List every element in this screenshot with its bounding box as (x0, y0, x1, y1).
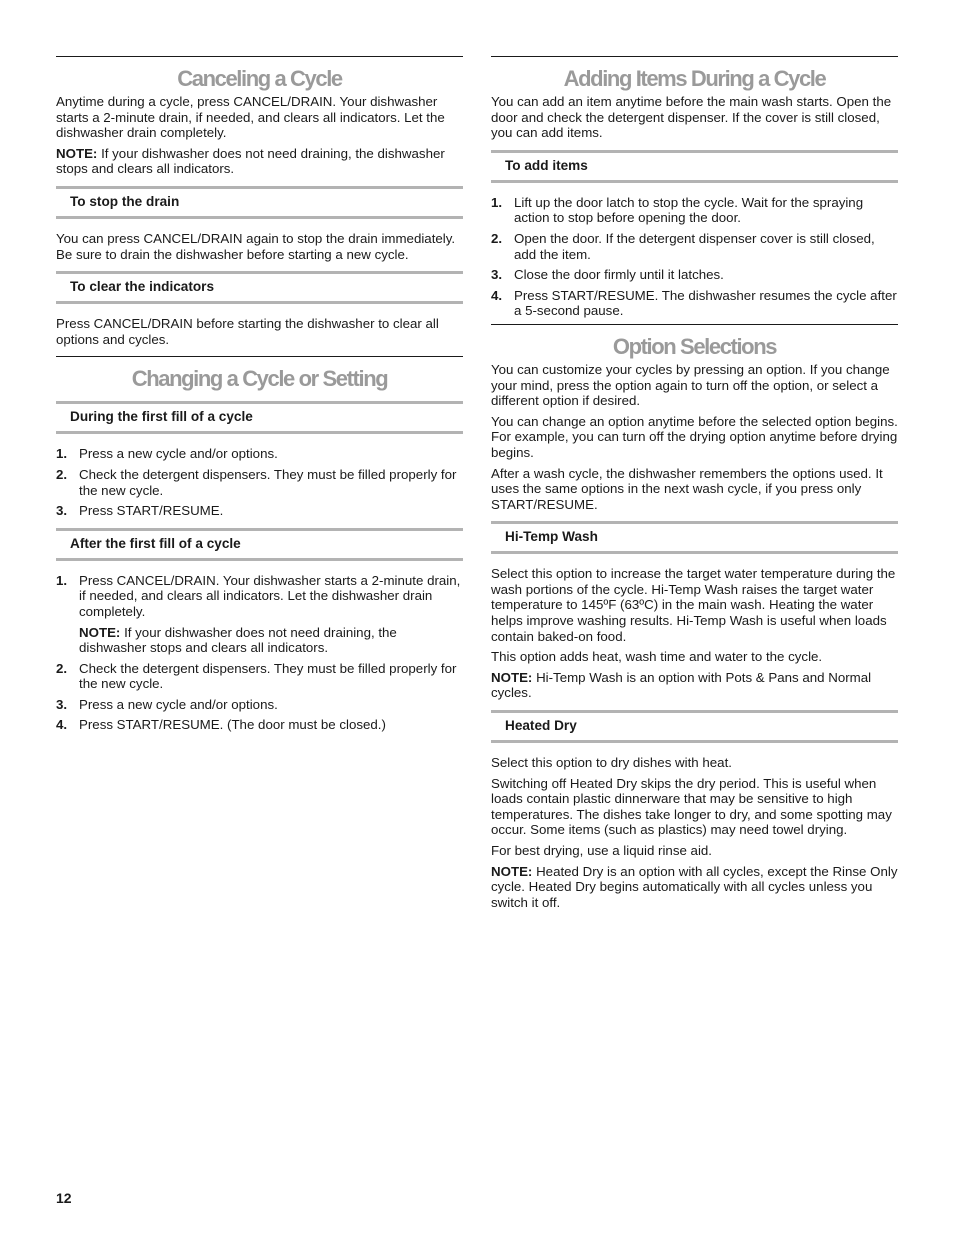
list-item (56, 717, 463, 733)
list-item (491, 195, 898, 226)
list-number: 4. (56, 717, 68, 733)
list-text: Check the detergent dispensers. They must be filled properly for the new cycle. (79, 466, 457, 498)
list-item (56, 697, 463, 713)
section-title: Canceling a Cycle (177, 66, 342, 91)
list-number: 4. (491, 287, 503, 303)
paragraph: You can customize your cycles by pressing an option. If you change your mind, press the option again to turn off the option, or select a different option if desired. (491, 361, 890, 409)
numbered-list (56, 573, 463, 733)
section-title: Option Selections (612, 333, 777, 359)
note-label: NOTE: (491, 669, 533, 685)
note-label: NOTE: (56, 145, 98, 161)
list-number: 1. (56, 446, 68, 462)
list-item (56, 503, 463, 519)
subheading: Hi-Temp Wash (491, 521, 898, 554)
list-number: 2. (56, 660, 68, 676)
list-text: Press a new cycle and/or options. (79, 446, 278, 462)
note-label: NOTE: (491, 863, 533, 879)
note (56, 146, 463, 177)
note (79, 625, 463, 656)
page-number: 12 (56, 1190, 72, 1206)
section-title: Changing a Cycle or Setting (131, 366, 388, 392)
list-item (56, 573, 463, 656)
changing-section (56, 366, 463, 733)
list-item (56, 661, 463, 692)
divider (491, 56, 898, 57)
adding-section (491, 66, 898, 319)
list-number: 1. (56, 572, 68, 588)
paragraph: After a wash cycle, the dishwasher remembers the options used. It uses the same options in the next wash cycle, if you press only START/RESUME. (491, 465, 883, 512)
note-text: If your dishwasher does not need draining, the dishwasher stops and clears all indicators. (79, 624, 397, 656)
divider (56, 56, 463, 57)
divider (56, 356, 463, 357)
note-label: NOTE: (79, 624, 121, 640)
canceling-section (56, 66, 463, 347)
numbered-list (491, 195, 898, 319)
right-column (491, 56, 898, 915)
list-number: 2. (491, 230, 503, 246)
list-number: 3. (491, 267, 503, 283)
subheading: To add items (491, 150, 898, 183)
list-number: 3. (56, 503, 68, 519)
list-item (491, 231, 898, 262)
paragraph: You can add an item anytime before the main wash starts. Open the door and check the detergent dispenser. If the cover is still closed, you can add items. (491, 94, 892, 141)
list-text: Press START/RESUME. (The door must be closed.) (79, 717, 386, 733)
list-item (56, 467, 463, 498)
paragraph: You can change an option anytime before the selected option begins. For example, you can turn off the drying option anytime before drying begins. (491, 413, 898, 460)
subheading: To clear the indicators (56, 271, 463, 304)
subheading: To stop the drain (56, 186, 463, 219)
paragraph: Select this option to increase the target water temperature during the wash portions of the cycle. Hi-Temp Wash raises the target water temperature to 145ºF (63ºC) in the main wash. Heating the water helps improve washing results. Hi-Temp Wash is useful when loads contain baked-on food. (491, 566, 896, 644)
list-text: Press START/RESUME. The dishwasher resumes the cycle after a 5-second pause. (514, 287, 897, 319)
note (491, 670, 898, 701)
paragraph: Switching off Heated Dry skips the dry period. This is useful when loads contain plastic dinnerware that may be sensitive to high temperatures. The dishes take longer to dry, and some spotting may occur. Some items (such as plastics) may need towel drying. (491, 775, 892, 838)
options-section (491, 334, 898, 910)
list-item (491, 288, 898, 319)
list-text: Check the detergent dispensers. They must be filled properly for the new cycle. (79, 660, 457, 692)
list-text: Press START/RESUME. (79, 503, 224, 519)
divider (491, 324, 898, 325)
list-item (56, 446, 463, 462)
list-text: Press a new cycle and/or options. (79, 696, 278, 712)
list-item (491, 267, 898, 283)
list-number: 1. (491, 194, 503, 210)
list-text: Close the door firmly until it latches. (514, 267, 724, 283)
list-text: Open the door. If the detergent dispenser cover is still closed, add the item. (514, 230, 875, 262)
note-text: Heated Dry is an option with all cycles, except the Rinse Only cycle. Heated Dry begins automatically with all cycles unless you switch it off. (491, 863, 898, 910)
paragraph: This option adds heat, wash time and water to the cycle. (491, 649, 823, 665)
paragraph: Press CANCEL/DRAIN before starting the dishwasher to clear all options and cycles. (56, 316, 439, 347)
paragraph: You can press CANCEL/DRAIN again to stop the drain immediately. Be sure to drain the dishwasher before starting a new cycle. (56, 230, 456, 262)
numbered-list (56, 446, 463, 518)
subheading: During the first fill of a cycle (56, 401, 463, 434)
paragraph: For best drying, use a liquid rinse aid. (491, 843, 712, 858)
note (491, 864, 898, 911)
section-title: Adding Items During a Cycle (563, 66, 826, 91)
left-column (56, 56, 463, 738)
list-text: Press CANCEL/DRAIN. Your dishwasher starts a 2-minute drain, if needed, and clears all indicators. Let the dishwasher drain completely. (79, 572, 461, 619)
list-number: 2. (56, 466, 68, 482)
list-text: Lift up the door latch to stop the cycle. Wait for the spraying action to stop before opening the door. (514, 194, 864, 226)
list-number: 3. (56, 696, 68, 712)
subheading: Heated Dry (491, 710, 898, 743)
note-text: If your dishwasher does not need draining, the dishwasher stops and clears all indicators. (56, 145, 445, 177)
note-text: Hi-Temp Wash is an option with Pots & Pans and Normal cycles. (491, 669, 872, 701)
subheading: After the first fill of a cycle (56, 528, 463, 561)
paragraph: Select this option to dry dishes with heat. (491, 755, 732, 771)
paragraph: Anytime during a cycle, press CANCEL/DRAIN. Your dishwasher starts a 2-minute drain, if needed, and clears all indicators. Let the dishwasher drain completely. (56, 94, 445, 141)
